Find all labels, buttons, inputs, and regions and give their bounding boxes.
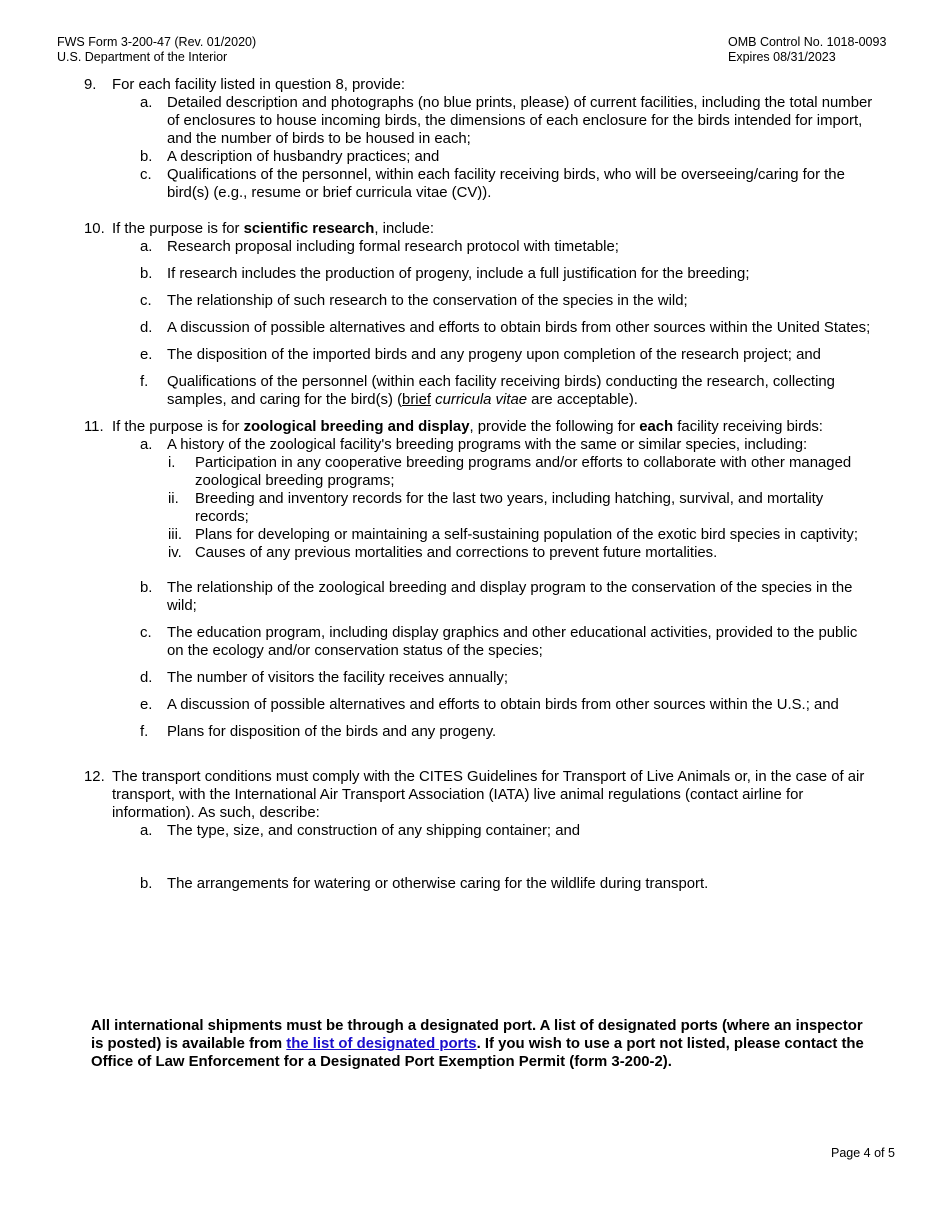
form-header-right	[728, 35, 886, 64]
question-9	[84, 76, 874, 94]
question-12	[84, 768, 874, 822]
question-number: 9.	[84, 77, 97, 93]
sub-list-item: ii. Breeding and inventory records for the last two years, including hatching, survival, and mortality records;	[168, 491, 824, 525]
omb-control-number: OMB Control No. 1018-0093	[728, 35, 887, 49]
list-item: f. Plans for disposition of the birds and any progeny.	[140, 724, 497, 740]
sub-list-item: iv. Causes of any previous mortalities and corrections to prevent future mortalities.	[168, 545, 718, 561]
form-id: FWS Form 3-200-47 (Rev. 01/2020)	[57, 35, 257, 49]
list-item: c. The education program, including display graphics and other educational activities, provided to the public on the ecology and/or conservation status of the species;	[140, 625, 858, 659]
list-item: a. A history of the zoological facility's breeding programs with the same or similar species, including:	[140, 437, 808, 453]
list-item: c. Qualifications of the personnel, within each facility receiving birds, who will be overseeing/caring for the bird(s) (e.g., resume or brief curricula vitae (CV)).	[140, 167, 845, 201]
form-header-left	[57, 35, 256, 64]
list-item: b. A description of husbandry practices; and	[140, 149, 440, 165]
department: U.S. Department of the Interior	[57, 49, 228, 64]
list-item: c. The relationship of such research to the conservation of the species in the wild;	[140, 293, 688, 309]
question-number: 11.	[84, 419, 104, 435]
list-item: a. The type, size, and construction of any shipping container; and	[140, 823, 581, 839]
designated-port-notice: All international shipments must be through a designated port. A list of designated ports (where an inspector is posted) is available from the list of designated ports. If you wish to use a port not listed, please contact the Office of Law Enforcement for a Designated Port Exemption Permit (form 3-200-2).	[91, 1018, 864, 1070]
question-10: 10. If the purpose is for scientific research, include:	[84, 221, 434, 237]
form-content	[84, 76, 874, 893]
expiration-date: Expires 08/31/2023	[728, 49, 836, 64]
list-item: f. Qualifications of the personnel (within each facility receiving birds) conducting the research, collecting samples, and caring for the bird(s) (brief curricula vitae are acceptable).	[140, 374, 835, 408]
list-item: a. Research proposal including formal research protocol with timetable;	[140, 239, 619, 255]
list-item: b. The arrangements for watering or otherwise caring for the wildlife during transport.	[140, 876, 709, 892]
list-item: a. Detailed description and photographs (no blue prints, please) of current facilities, including the total number of enclosures to house incoming birds, the dimensions of each enclosure for the birds intended for import, and the number of birds to be housed in each;	[140, 95, 873, 147]
list-item: e. A discussion of possible alternatives and efforts to obtain birds from other sources within the U.S.; and	[140, 697, 839, 713]
question-number: 12.	[84, 769, 105, 785]
sub-list-item: iii. Plans for developing or maintaining a self-sustaining population of the exotic bird species in captivity;	[168, 527, 859, 543]
sub-list-item: i. Participation in any cooperative breeding programs and/or efforts to collaborate with other managed zoological breeding programs;	[168, 455, 852, 489]
page-number: Page 4 of 5	[831, 1146, 895, 1160]
list-item: b. If research includes the production of progeny, include a full justification for the breeding;	[140, 266, 750, 282]
list-item: d. A discussion of possible alternatives and efforts to obtain birds from other sources within the United States;	[140, 320, 871, 336]
designated-ports-link[interactable]: the list of designated ports	[286, 1036, 477, 1052]
question-text: For each facility listed in question 8, provide:	[112, 77, 405, 93]
list-item: b. The relationship of the zoological breeding and display program to the conservation of the species in the wild;	[140, 580, 853, 614]
question-11: 11. If the purpose is for zoological breeding and display, provide the following for each facility receiving birds:	[84, 419, 823, 435]
question-text: The transport conditions must comply with the CITES Guidelines for Transport of Live Animals or, in the case of air transport, with the International Air Transport Association (IATA) live animal regulations (contact airline for information). As such, describe:	[112, 769, 865, 821]
question-number: 10.	[84, 221, 105, 237]
list-item: e. The disposition of the imported birds and any progeny upon completion of the research project; and	[140, 347, 821, 363]
list-item: d. The number of visitors the facility receives annually;	[140, 670, 508, 686]
